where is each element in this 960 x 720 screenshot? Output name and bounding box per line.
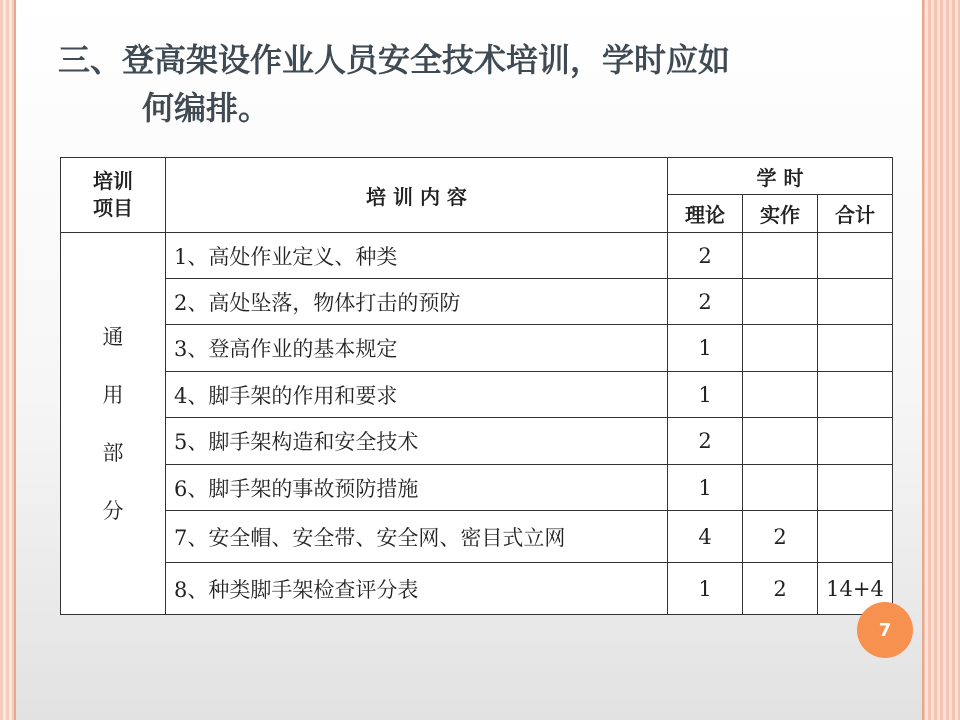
header-hours: 学 时 xyxy=(668,158,893,195)
row-content: 7、安全帽、安全带、安全网、密目式立网 xyxy=(166,511,668,563)
row-total xyxy=(818,325,893,372)
slide-title xyxy=(58,36,858,132)
row-theory: 1 xyxy=(668,563,743,615)
table-row xyxy=(61,465,893,511)
row-theory: 2 xyxy=(668,418,743,465)
row-practice xyxy=(743,279,818,325)
row-content: 4、脚手架的作用和要求 xyxy=(166,372,668,418)
row-theory: 1 xyxy=(668,325,743,372)
row-theory: 2 xyxy=(668,279,743,325)
row-total xyxy=(818,418,893,465)
row-practice: 2 xyxy=(743,563,818,615)
table-row xyxy=(61,511,893,563)
row-practice xyxy=(743,325,818,372)
category-char: 部 xyxy=(102,440,124,465)
header-project: 培训 项目 xyxy=(61,158,166,233)
row-theory: 2 xyxy=(668,233,743,279)
row-theory: 4 xyxy=(668,511,743,563)
header-content: 培 训 内 容 xyxy=(166,158,668,233)
row-total xyxy=(818,279,893,325)
row-content: 6、脚手架的事故预防措施 xyxy=(166,465,668,511)
row-theory: 1 xyxy=(668,372,743,418)
row-practice xyxy=(743,233,818,279)
category-char: 通 xyxy=(102,324,124,349)
header-theory: 理论 xyxy=(668,195,743,233)
row-content: 2、高处坠落，物体打击的预防 xyxy=(166,279,668,325)
table-row xyxy=(61,279,893,325)
table-row xyxy=(61,325,893,372)
header-practice: 实作 xyxy=(743,195,818,233)
row-total xyxy=(818,511,893,563)
right-decorative-border xyxy=(922,0,960,720)
row-content: 1、高处作业定义、种类 xyxy=(166,233,668,279)
table-row xyxy=(61,372,893,418)
training-hours-table xyxy=(60,157,893,615)
row-practice xyxy=(743,465,818,511)
slide-title-line1: 三、登高架设作业人员安全技术培训，学时应如 xyxy=(58,41,731,79)
table-row xyxy=(61,233,893,279)
row-total xyxy=(818,465,893,511)
table-header-row xyxy=(61,158,893,195)
row-practice xyxy=(743,418,818,465)
category-char: 用 xyxy=(102,382,124,407)
page-number-badge: 7 xyxy=(857,602,913,658)
slide-title-line2: 何编排。 xyxy=(142,89,271,127)
table-row xyxy=(61,418,893,465)
row-content: 8、种类脚手架检查评分表 xyxy=(166,563,668,615)
row-practice xyxy=(743,372,818,418)
row-content: 3、登高作业的基本规定 xyxy=(166,325,668,372)
row-total xyxy=(818,233,893,279)
row-total: 14+4 xyxy=(818,563,893,615)
row-practice: 2 xyxy=(743,511,818,563)
table-row xyxy=(61,563,893,615)
left-decorative-border xyxy=(0,0,16,720)
row-theory: 1 xyxy=(668,465,743,511)
category-cell xyxy=(61,233,166,615)
header-total: 合计 xyxy=(818,195,893,233)
row-total xyxy=(818,372,893,418)
category-char: 分 xyxy=(102,498,124,523)
row-content: 5、脚手架构造和安全技术 xyxy=(166,418,668,465)
